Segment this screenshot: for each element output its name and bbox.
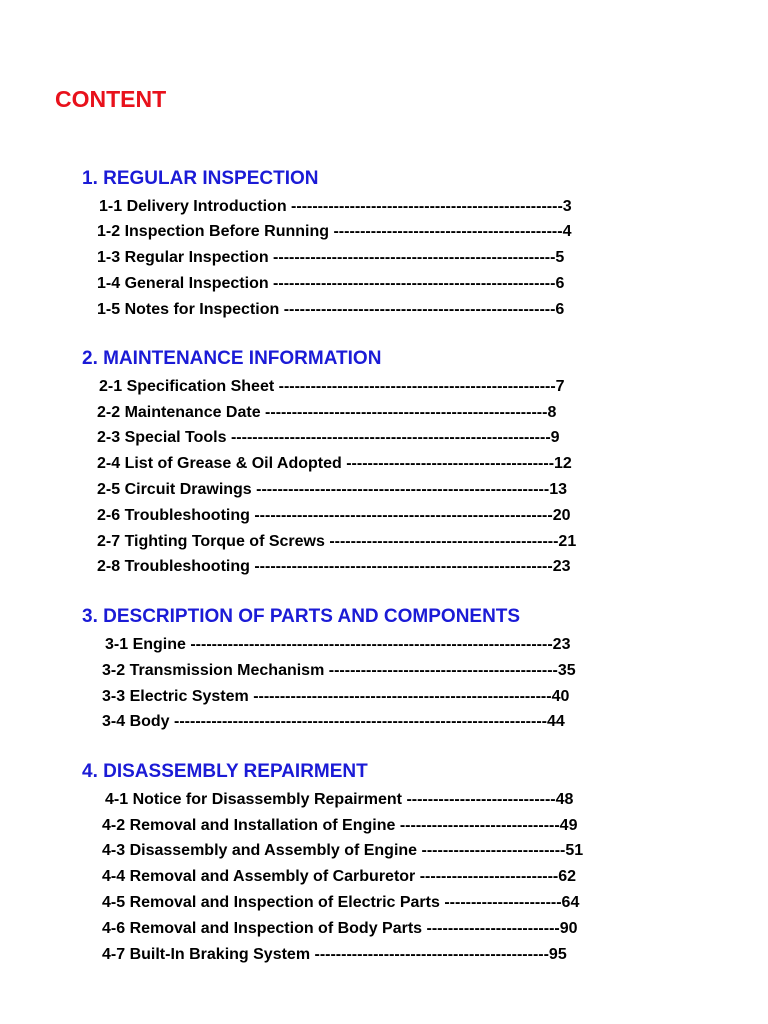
toc-entry[interactable]: 4-3 Disassembly and Assembly of Engine ---------------------------51 [102, 842, 584, 859]
toc-entry[interactable]: 1-3 Regular Inspection -----------------------------------------------------5 [97, 249, 565, 266]
toc-entry[interactable]: 2-1 Specification Sheet ----------------------------------------------------7 [99, 378, 565, 395]
toc-entry[interactable]: 3-3 Electric System --------------------------------------------------------40 [102, 688, 570, 705]
section-heading-maintenance-information[interactable]: 2. MAINTENANCE INFORMATION [82, 348, 382, 369]
section-heading-description-of-parts[interactable]: 3. DESCRIPTION OF PARTS AND COMPONENTS [82, 606, 521, 627]
page-title: CONTENT [55, 86, 167, 112]
toc-entry[interactable]: 4-5 Removal and Inspection of Electric Parts ----------------------64 [102, 894, 580, 911]
toc-entry[interactable]: 2-4 List of Grease & Oil Adopted ---------------------------------------12 [97, 455, 572, 472]
toc-entry[interactable]: 4-6 Removal and Inspection of Body Parts -------------------------90 [102, 920, 578, 937]
toc-entry[interactable]: 3-4 Body ----------------------------------------------------------------------44 [102, 713, 565, 730]
toc-entry[interactable]: 1-1 Delivery Introduction ---------------------------------------------------3 [99, 198, 572, 215]
toc-entry[interactable]: 4-1 Notice for Disassembly Repairment ----------------------------48 [105, 791, 574, 808]
toc-entry[interactable]: 3-2 Transmission Mechanism -------------------------------------------35 [102, 662, 576, 679]
toc-entry[interactable]: 1-5 Notes for Inspection ---------------------------------------------------6 [97, 301, 565, 318]
toc-entry[interactable]: 4-4 Removal and Assembly of Carburetor --------------------------62 [102, 868, 577, 885]
toc-entry[interactable]: 2-8 Troubleshooting --------------------------------------------------------23 [97, 558, 571, 575]
toc-entry[interactable]: 1-4 General Inspection -----------------------------------------------------6 [97, 275, 565, 292]
toc-entry[interactable]: 3-1 Engine --------------------------------------------------------------------23 [105, 636, 571, 653]
toc-entry[interactable]: 4-7 Built-In Braking System --------------------------------------------95 [102, 946, 567, 963]
toc-entry[interactable]: 1-2 Inspection Before Running -------------------------------------------4 [97, 223, 572, 240]
toc-entry[interactable]: 2-6 Troubleshooting --------------------------------------------------------20 [97, 507, 571, 524]
toc-entry[interactable]: 2-5 Circuit Drawings -------------------------------------------------------13 [97, 481, 567, 498]
section-heading-disassembly-repairment[interactable]: 4. DISASSEMBLY REPAIRMENT [82, 761, 368, 782]
section-heading-regular-inspection[interactable]: 1. REGULAR INSPECTION [82, 168, 319, 189]
toc-entry[interactable]: 2-3 Special Tools ------------------------------------------------------------9 [97, 429, 560, 446]
toc-entry[interactable]: 2-2 Maintenance Date -----------------------------------------------------8 [97, 404, 557, 421]
toc-entry[interactable]: 2-7 Tighting Torque of Screws -------------------------------------------21 [97, 533, 577, 550]
toc-entry[interactable]: 4-2 Removal and Installation of Engine ------------------------------49 [102, 817, 578, 834]
